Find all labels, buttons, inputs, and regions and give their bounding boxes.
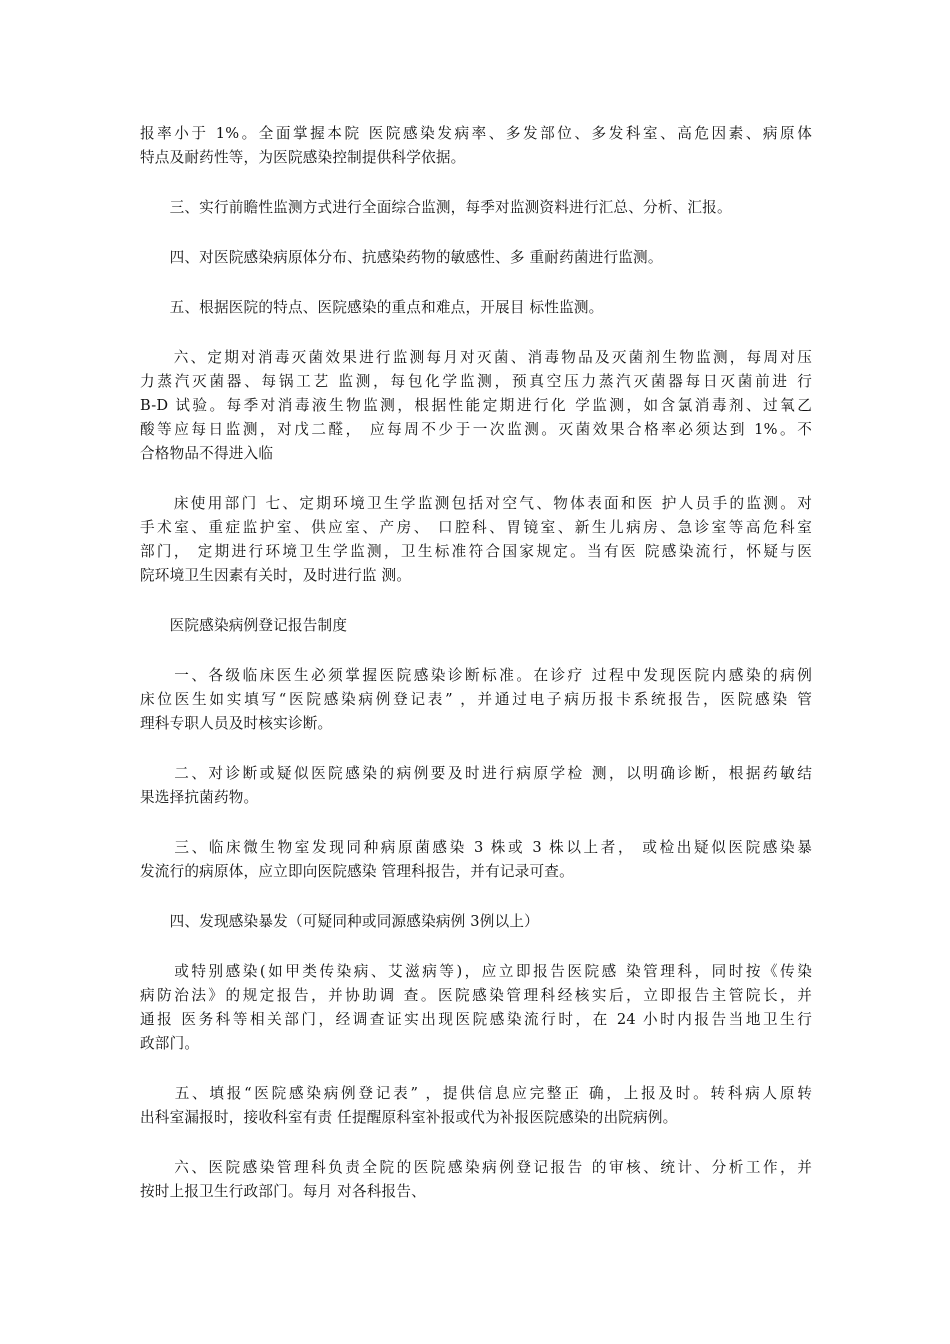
paragraph: [140, 122, 812, 170]
text-line: 二、对诊断或疑似医院感染的病例要及时进行病原学检 测，以明确诊断，根据药敏结: [140, 765, 812, 782]
paragraph: [140, 762, 812, 810]
text-line: 理科专职人员及时核实诊断。: [140, 715, 333, 732]
paragraph: [140, 196, 812, 220]
paragraph: [140, 492, 812, 588]
paragraph: [140, 836, 812, 884]
text-line: 病防治法》的规定报告，并协助调 查。医院感染管理科经核实后，立即报告主管院长，并: [140, 987, 812, 1004]
text-line: 按时上报卫生行政部门。每月 对各科报告、: [140, 1183, 426, 1200]
text-line: 床使用部门 七、定期环境卫生学监测包括对空气、物体表面和医 护人员手的监测。对: [140, 495, 812, 512]
paragraph-gap: [140, 170, 812, 196]
text-line: 酸等应每日监测，对戊二醛， 应每周不少于一次监测。灭菌效果合格率必须达到 1%。不: [140, 421, 812, 438]
text-line: 四、发现感染暴发（可疑同种或同源感染病例 3例以上）: [140, 913, 539, 930]
paragraph-gap: [140, 1130, 812, 1156]
paragraph-gap: [140, 884, 812, 910]
paragraph: [140, 1082, 812, 1130]
text-line: 医院感染病例登记报告制度: [140, 617, 348, 634]
paragraph-gap: [140, 810, 812, 836]
text-line: 四、对医院感染病原体分布、抗感染药物的敏感性、多 重耐药菌进行监测。: [140, 249, 663, 266]
text-line: 果选择抗菌药物。: [140, 789, 259, 806]
paragraph-gap: [140, 934, 812, 960]
paragraph: [140, 246, 812, 270]
text-line: 发流行的病原体，应立即向医院感染 管理科报告，并有记录可查。: [140, 863, 574, 880]
paragraph-gap: [140, 466, 812, 492]
text-line: 部门， 定期进行环境卫生学监测，卫生标准符合国家规定。当有医 院感染流行，怀疑与医: [140, 543, 812, 560]
paragraph: [140, 664, 812, 736]
paragraph-gap: [140, 736, 812, 762]
text-line: 三、实行前瞻性监测方式进行全面综合监测，每季对监测资料进行汇总、分析、汇报。: [140, 199, 732, 216]
text-line: 五、根据医院的特点、医院感染的重点和难点，开展目 标性监测。: [140, 299, 604, 316]
text-line: 或特别感染(如甲类传染病、艾滋病等)，应立即报告医院感 染管理科，同时按《传染: [140, 963, 812, 980]
text-line: 五、填报“医院感染病例登记表” ，提供信息应完整正 确，上报及时。转科病人原转: [140, 1085, 812, 1102]
paragraph-gap: [140, 1056, 812, 1082]
text-line: 三、临床微生物室发现同种病原菌感染 3 株或 3 株以上者， 或检出疑似医院感染暴: [140, 839, 812, 856]
paragraph: [140, 960, 812, 1056]
text-line: 院环境卫生因素有关时，及时进行监 测。: [140, 567, 412, 584]
text-line: 一、各级临床医生必须掌握医院感染诊断标准。在诊疗 过程中发现医院内感染的病例: [140, 667, 812, 684]
text-line: B-D 试验。每季对消毒液生物监测，根据性能定期进行化 学监测，如含氯消毒剂、过氧乙: [140, 397, 812, 414]
text-line: 合格物品不得进入临: [140, 445, 274, 462]
text-line: 手术室、重症监护室、供应室、产房、 口腔科、胃镜室、新生儿病房、急诊室等高危科室: [140, 519, 812, 536]
text-line: 出科室漏报时，接收科室有责 任提醒原科室补报或代为补报医院感染的出院病例。: [140, 1109, 678, 1126]
text-line: 床位医生如实填写“医院感染病例登记表” ，并通过电子病历报卡系统报告，医院感染 管: [140, 691, 812, 708]
section-heading: [140, 614, 812, 638]
text-line: 政部门。: [140, 1035, 200, 1052]
text-line: 报率小于 1%。全面掌握本院 医院感染发病率、多发部位、多发科室、高危因素、病原体: [140, 125, 812, 142]
paragraph-gap: [140, 220, 812, 246]
paragraph-gap: [140, 638, 812, 664]
text-line: 力蒸汽灭菌器、每锅工艺 监测，每包化学监测，预真空压力蒸汽灭菌器每日灭菌前进 行: [140, 373, 812, 390]
document-body: [140, 122, 812, 1204]
paragraph: [140, 346, 812, 466]
text-line: 特点及耐药性等，为医院感染控制提供科学依据。: [140, 149, 466, 166]
paragraph: [140, 296, 812, 320]
text-line: 通报 医务科等相关部门，经调查证实出现医院感染流行时，在 24 小时内报告当地卫生行: [140, 1011, 812, 1028]
text-line: 六、医院感染管理科负责全院的医院感染病例登记报告 的审核、统计、分析工作，并: [140, 1159, 812, 1176]
paragraph-gap: [140, 320, 812, 346]
paragraph-gap: [140, 270, 812, 296]
text-line: 六、定期对消毒灭菌效果进行监测每月对灭菌、消毒物品及灭菌剂生物监测，每周对压: [140, 349, 812, 366]
paragraph-gap: [140, 588, 812, 614]
paragraph: [140, 1156, 812, 1204]
paragraph: [140, 910, 812, 934]
